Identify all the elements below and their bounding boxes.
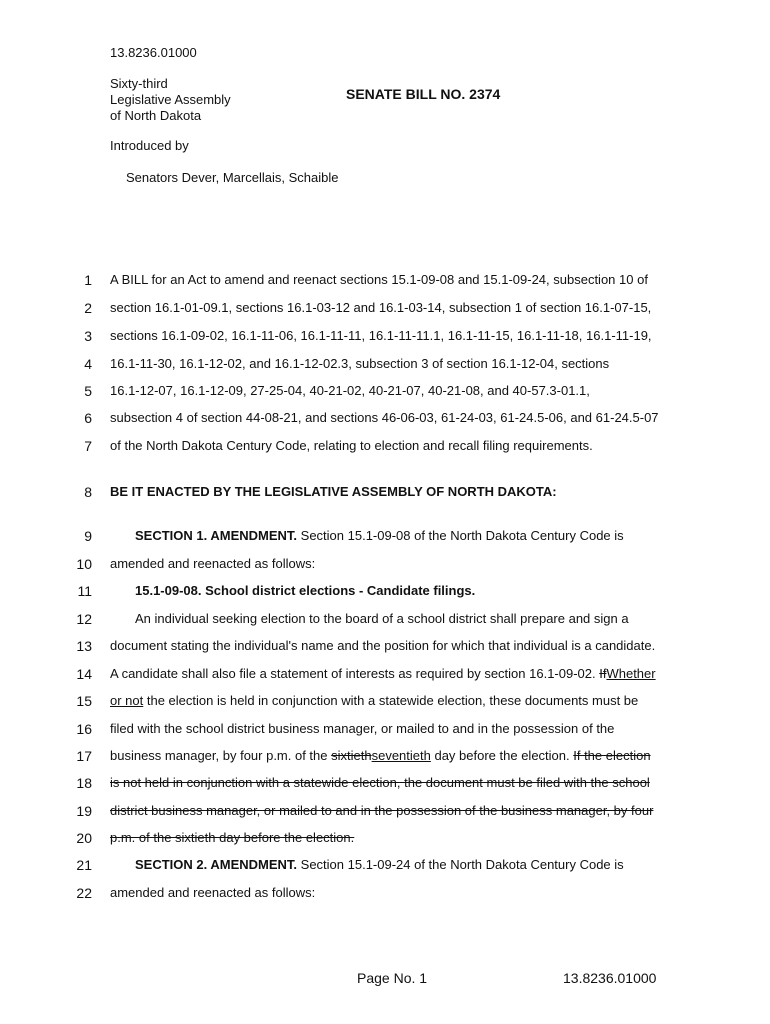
line-text [110,272,648,287]
line-text [110,830,354,845]
bill-id-header: 13.8236.01000 [110,45,197,60]
text-run: Section 15.1-09-08 of the North Dakota Century Code is [297,528,624,543]
bill-line [0,484,770,504]
text-run: section 16.1-01-09.1, sections 16.1-03-12 and 16.1-03-14, subsection 1 of section 16.1-07-15, [110,300,652,315]
line-number: 20 [76,830,92,846]
struck-text: If [599,666,607,681]
line-number: 2 [84,300,92,316]
line-number: 10 [76,556,92,572]
inserted-text: seventieth [371,748,431,763]
line-text [110,666,656,681]
bill-line [0,666,770,686]
text-run: subsection 4 of section 44-08-21, and sections 46-06-03, 61-24-03, 61-24.5-06, and 61-24.5-07 [110,410,659,425]
text-run: day before the election. [430,748,574,763]
bold-text: SECTION 2. AMENDMENT. [135,857,298,872]
line-text [135,611,629,626]
bill-line [0,693,770,713]
bill-line [0,583,770,603]
assembly-line-2: Legislative Assembly [110,92,231,107]
bill-line [0,300,770,320]
line-number: 11 [77,583,92,599]
bill-line [0,885,770,905]
line-text [110,556,315,571]
bill-line [0,383,770,403]
line-number: 8 [84,484,92,500]
bill-line [0,528,770,548]
line-text [110,721,614,736]
line-text [110,775,650,790]
line-number: 14 [76,666,92,682]
line-number: 5 [84,383,92,399]
text-run: document stating the individual's name and the position for which that individual is a candidate. [110,638,656,653]
line-number: 19 [76,803,92,819]
text-run: filed with the school district business manager, or mailed to and in the possession of the [110,721,615,736]
line-text [110,410,659,425]
line-number: 12 [76,611,92,627]
line-text [110,356,609,371]
bill-line [0,328,770,348]
assembly-line-1: Sixty-third [110,76,168,91]
text-run: An individual seeking election to the board of a school district shall prepare and sign a [135,611,629,626]
line-text [110,693,638,708]
inserted-text: or not [110,693,144,708]
bill-line [0,857,770,877]
text-run: 16.1-11-30, 16.1-12-02, and 16.1-12-02.3, subsection 3 of section 16.1-12-04, sections [110,356,610,371]
footer-page-number: Page No. 1 [357,970,428,986]
bill-line [0,748,770,768]
bill-line [0,638,770,658]
line-text [110,438,593,453]
line-number: 3 [84,328,92,344]
struck-text: district business manager, or mailed to and in the possession of the business manager, by four [110,803,654,818]
bill-line [0,556,770,576]
line-number: 1 [84,272,92,288]
line-text [110,484,557,499]
struck-text: If the election [573,748,651,763]
text-run: amended and reenacted as follows: [110,885,316,900]
bill-line [0,775,770,795]
struck-text: sixtieth [331,748,372,763]
bill-line [0,356,770,376]
struck-text: is not held in conjunction with a statewide election, the document must be filed with the school [110,775,650,790]
bold-text: BE IT ENACTED BY THE LEGISLATIVE ASSEMBLY OF NORTH DAKOTA: [110,484,557,499]
line-number: 4 [84,356,92,372]
text-run: the election is held in conjunction with a statewide election, these documents must be [143,693,639,708]
assembly-line-3: of North Dakota [110,108,202,123]
text-run: sections 16.1-09-02, 16.1-11-06, 16.1-11-11, 16.1-11-11.1, 16.1-11-15, 16.1-11-18, 16.1-11-19, [110,328,652,343]
line-number: 22 [76,885,92,901]
assembly-block [110,76,231,124]
line-number: 13 [76,638,92,654]
line-text [110,300,651,315]
line-text [110,638,655,653]
inserted-text: Whether [606,666,656,681]
text-run: Section 15.1-09-24 of the North Dakota Century Code is [297,857,624,872]
line-text [135,583,475,598]
line-number: 16 [76,721,92,737]
text-run: A candidate shall also file a statement of interests as required by section 16.1-09-02. [110,666,600,681]
text-run: 16.1-12-07, 16.1-12-09, 27-25-04, 40-21-02, 40-21-07, 40-21-08, and 40-57.3-01.1, [110,383,590,398]
bill-line [0,803,770,823]
line-number: 6 [84,410,92,426]
line-number: 7 [84,438,92,454]
line-text [110,328,652,343]
bill-title: SENATE BILL NO. 2374 [346,86,501,102]
bill-line [0,611,770,631]
line-text [135,528,624,543]
line-number: 18 [76,775,92,791]
line-number: 17 [76,748,92,764]
bill-line [0,830,770,850]
bill-line [0,721,770,741]
text-run: A BILL for an Act to amend and reenact sections 15.1-09-08 and 15.1-09-24, subsection 10 of [110,272,648,287]
line-text [110,885,315,900]
bill-line [0,438,770,458]
line-text [110,383,590,398]
struck-text: p.m. of the sixtieth day before the election. [110,830,355,845]
text-run: business manager, by four p.m. of the [110,748,332,763]
line-number: 9 [84,528,92,544]
line-text [135,857,624,872]
bill-line [0,410,770,430]
introduced-by-label: Introduced by [110,138,189,153]
footer-bill-id: 13.8236.01000 [563,970,657,986]
line-text [110,748,651,763]
bill-line [0,272,770,292]
sponsors: Senators Dever, Marcellais, Schaible [126,170,339,185]
text-run: amended and reenacted as follows: [110,556,316,571]
text-run: of the North Dakota Century Code, relating to election and recall filing requirements. [110,438,593,453]
line-text [110,803,653,818]
bold-text: 15.1-09-08. School district elections - Candidate filings. [135,583,476,598]
bold-text: SECTION 1. AMENDMENT. [135,528,298,543]
line-number: 21 [76,857,92,873]
line-number: 15 [76,693,92,709]
